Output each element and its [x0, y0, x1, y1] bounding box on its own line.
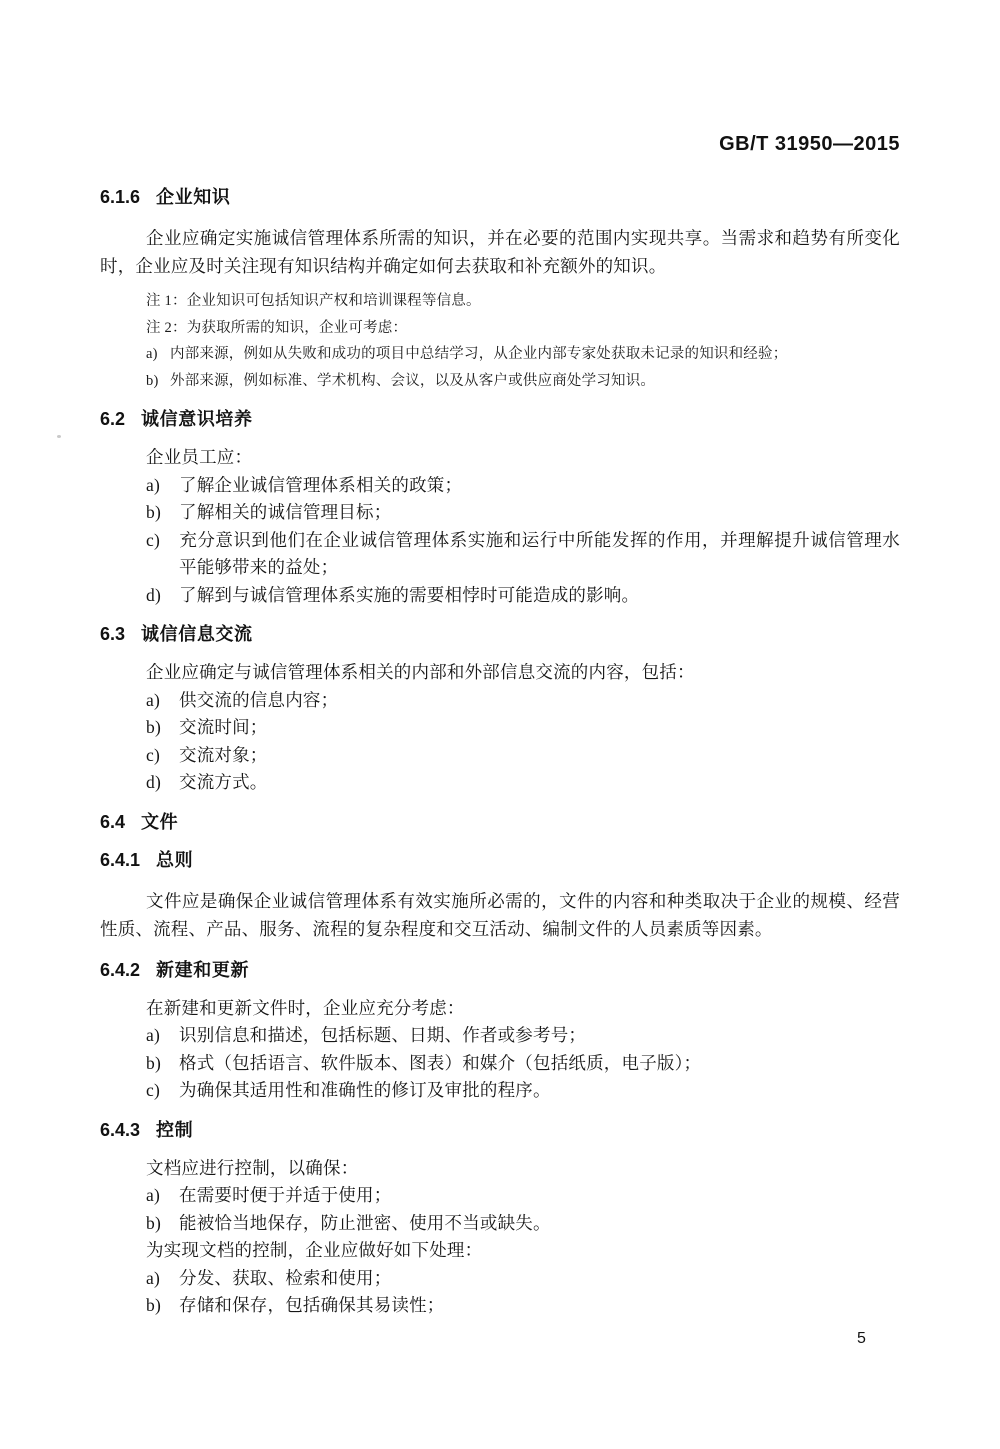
page-number: 5	[857, 1330, 866, 1347]
list-item-text: 格式（包括语言、软件版本、图表）和媒介（包括纸质，电子版）；	[179, 1052, 702, 1073]
list-item-text: 交流时间；	[179, 717, 268, 737]
list-item-text: 能被恰当地保存，防止泄密、使用不当或缺失。	[179, 1212, 551, 1233]
note-label: 注 2：	[146, 319, 187, 336]
list-item	[146, 527, 900, 582]
list-item-label: d)	[146, 772, 161, 792]
paragraph: 企业员工应：	[146, 447, 253, 467]
section-title: 文件	[141, 811, 179, 832]
list-item	[146, 742, 900, 770]
section-title: 新建和更新	[156, 959, 250, 980]
note-label: 注 1：	[146, 293, 187, 309]
paragraph: 企业应确定实施诚信管理体系所需的知识，并在必要的范围内实现共享。当需求和趋势有所变化时，企业应及时关注现有知识结构并确定如何去获取和补充额外的知识。	[100, 228, 900, 276]
list-item-text: 为确保其适用性和准确性的修订及审批的程序。	[179, 1080, 551, 1100]
list-item-label: c)	[146, 744, 160, 765]
list-item	[146, 769, 900, 797]
section-number: 6.4.2	[100, 959, 141, 980]
list-item	[146, 1050, 900, 1078]
list-item	[146, 472, 900, 500]
list-item-text: 交流方式。	[179, 772, 268, 792]
list-item	[146, 1265, 900, 1293]
list-item-label: b)	[146, 372, 159, 389]
list-item-text: 了解到与诚信管理体系实施的需要相悖时可能造成的影响。	[179, 584, 640, 605]
list-item	[146, 1182, 900, 1210]
list-item	[146, 1077, 900, 1105]
list-item-label: b)	[146, 1212, 161, 1233]
list-item-text: 外部来源，例如标准、学术机构、会议，以及从客户或供应商处学习知识。	[170, 372, 656, 389]
note-text: 企业知识可包括知识产权和培训课程等信息。	[186, 293, 481, 309]
list-item-text: 充分意识到他们在企业诚信管理体系实施和运行中所能发挥的作用，并理解提升诚信管理水平能够带来的益处；	[179, 529, 900, 577]
list-item-text: 分发、获取、检索和使用；	[179, 1267, 392, 1288]
list-item-label: c)	[146, 529, 160, 550]
list-item-label: b)	[146, 717, 161, 737]
section-heading-63	[100, 623, 900, 645]
section-heading-62	[100, 408, 900, 430]
list-item-label: c)	[146, 1080, 160, 1100]
doc-number: GB/T 31950—2015	[719, 133, 900, 155]
note	[146, 288, 900, 315]
list-item-label: b)	[146, 1052, 161, 1073]
list-item	[146, 499, 900, 527]
list-item-text: 了解企业诚信管理体系相关的政策；	[179, 474, 463, 495]
list-item-label: a)	[146, 1025, 160, 1045]
section-number: 6.2	[100, 409, 126, 429]
list-item	[146, 1210, 900, 1238]
list-item	[146, 1292, 900, 1320]
list-item	[146, 714, 900, 742]
section-number: 6.3	[100, 624, 126, 644]
note-text: 为获取所需的知识，企业可考虑：	[186, 319, 408, 336]
list-item-text: 内部来源，例如从失败和成功的项目中总结学习，从企业内部专家处获取未记录的知识和经验；	[170, 346, 788, 362]
section-number: 6.1.6	[100, 187, 141, 207]
list-item-label: d)	[146, 584, 161, 605]
scan-speck	[57, 435, 61, 438]
note-list-item	[146, 368, 900, 395]
section-heading-642	[100, 959, 900, 981]
paragraph: 为实现文档的控制，企业应做好如下处理：	[146, 1240, 483, 1260]
section-heading-616	[100, 186, 900, 208]
list-item-label: a)	[146, 1267, 160, 1288]
paragraph: 在新建和更新文件时，企业应充分考虑：	[146, 997, 465, 1018]
list-item-label: b)	[146, 1295, 161, 1315]
list-item-label: a)	[146, 346, 158, 362]
section-title: 诚信意识培养	[141, 409, 253, 429]
list-item-label: b)	[146, 502, 161, 522]
list-item-text: 交流对象；	[179, 744, 268, 765]
paragraph: 文件应是确保企业诚信管理体系有效实施所必需的，文件的内容和种类取决于企业的规模、经营性质、流程、产品、服务、流程的复杂程度和交互活动、编制文件的人员素质等因素。	[100, 890, 900, 939]
list-item-label: a)	[146, 1185, 160, 1205]
list-item	[146, 1022, 900, 1050]
list-item-text: 识别信息和描述，包括标题、日期、作者或参考号；	[179, 1025, 587, 1045]
section-title: 控制	[156, 1119, 194, 1140]
section-title: 总则	[156, 849, 194, 870]
section-heading-641	[100, 849, 900, 871]
list-item-label: a)	[146, 689, 160, 710]
paragraph: 文档应进行控制，以确保：	[146, 1157, 359, 1178]
section-heading-643	[100, 1119, 900, 1141]
paragraph: 企业应确定与诚信管理体系相关的内部和外部信息交流的内容，包括：	[146, 662, 695, 682]
list-item	[146, 687, 900, 715]
section-title: 诚信信息交流	[141, 624, 253, 644]
section-number: 6.4.1	[100, 849, 141, 870]
section-number: 6.4.3	[100, 1119, 141, 1140]
list-item-text: 了解相关的诚信管理目标；	[179, 502, 392, 522]
list-item-text: 存储和保存，包括确保其易读性；	[179, 1295, 445, 1315]
list-item-label: a)	[146, 474, 160, 495]
section-title: 企业知识	[156, 187, 231, 207]
list-item-text: 供交流的信息内容；	[179, 689, 339, 710]
section-number: 6.4	[100, 811, 126, 832]
note-list-item	[146, 341, 900, 368]
note	[146, 315, 900, 342]
list-item-text: 在需要时便于并适于使用；	[179, 1185, 392, 1205]
list-item	[146, 582, 900, 610]
section-heading-64	[100, 811, 900, 833]
